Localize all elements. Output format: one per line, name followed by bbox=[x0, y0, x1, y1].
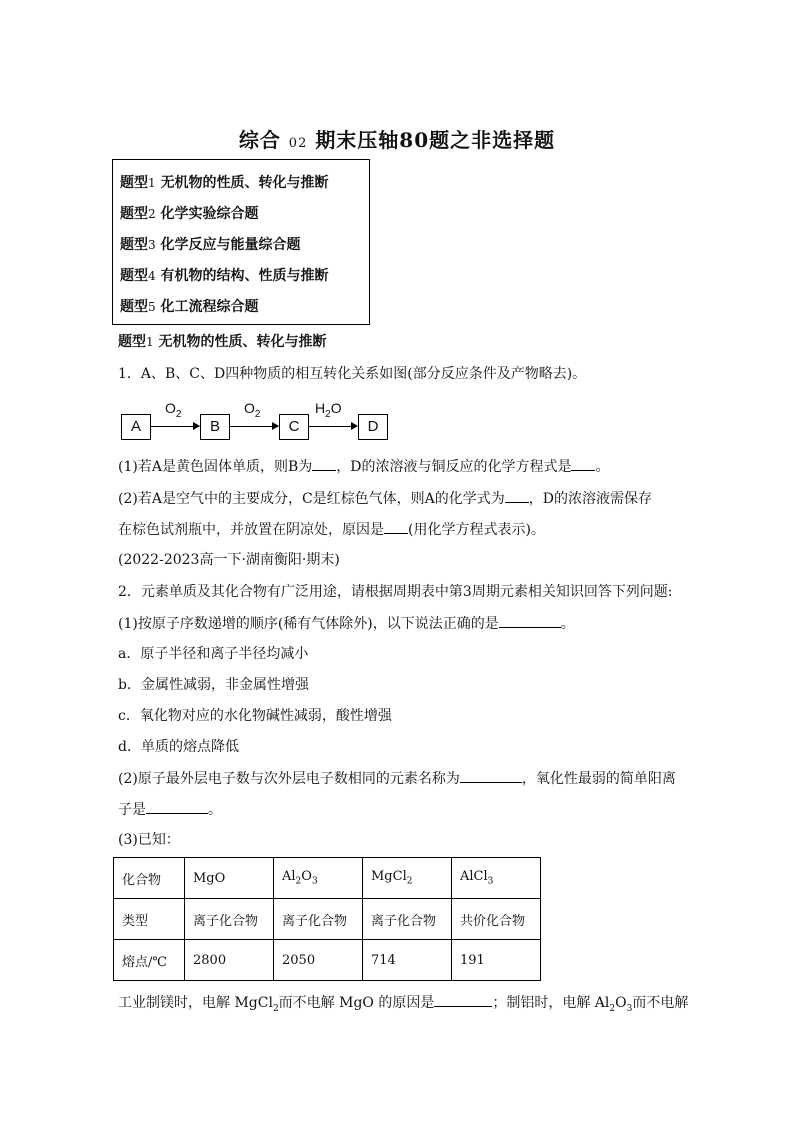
question-2-part-2: (2)原子最外层电子数与次外层电子数相同的元素名称为 ，氧化性最弱的简单阳离 bbox=[118, 768, 676, 789]
toc-item[interactable]: 题型4 有机物的结构、性质与推断 bbox=[120, 268, 329, 284]
answer-blank[interactable] bbox=[571, 456, 595, 471]
box-a: A bbox=[121, 414, 151, 440]
table-row: 类型 离子化合物 离子化合物 离子化合物 共价化合物 bbox=[114, 899, 541, 940]
answer-blank[interactable] bbox=[146, 799, 208, 814]
question-1-part-2: (2)若A是空气中的主要成分，C是红棕色气体，则A的化学式为 ，D的浓溶液需保存 bbox=[118, 488, 652, 509]
option-b[interactable]: b．金属性减弱，非金属性增强 bbox=[118, 677, 309, 693]
answer-blank[interactable] bbox=[384, 519, 408, 534]
section-heading: 题型1 无机物的性质、转化与推断 bbox=[118, 334, 327, 350]
question-2-part-1: (1)按原子序数递增的顺序(稀有气体除外)，以下说法正确的是 。 bbox=[118, 613, 575, 634]
answer-blank[interactable] bbox=[434, 992, 492, 1007]
toc-item[interactable]: 题型2 化学实验综合题 bbox=[120, 206, 259, 222]
reagent-3: $H_2O$ bbox=[315, 400, 342, 420]
arrow-1 bbox=[151, 426, 199, 427]
arrow-2 bbox=[230, 426, 278, 427]
table-row: 化合物 MgO $Al_2O_3$ MgCl$_2$ AlCl$_3$ bbox=[114, 858, 541, 899]
answer-blank[interactable] bbox=[312, 456, 336, 471]
box-d: D bbox=[358, 414, 388, 440]
answer-blank[interactable] bbox=[460, 768, 522, 783]
answer-blank[interactable] bbox=[499, 613, 561, 628]
table-row: 熔点/℃ 2800 2050 714 191 bbox=[114, 940, 541, 981]
toc-item[interactable]: 题型1 无机物的性质、转化与推断 bbox=[120, 175, 329, 191]
question-2-last-line: 工业制镁时，电解 MgCl$_2$而不电解 MgO 的原因是 ；制铝时，电解 $Al_2O_3$而不电解 bbox=[118, 992, 688, 1019]
toc-item[interactable]: 题型5 化工流程综合题 bbox=[120, 299, 259, 315]
question-source: (2022-2023高一下·湖南衡阳·期末) bbox=[118, 552, 340, 568]
option-a[interactable]: a．原子半径和离子半径均减小 bbox=[118, 646, 309, 662]
question-2-part-3: (3)已知： bbox=[118, 832, 180, 848]
question-1-part-1: (1)若A是黄色固体单质，则B为 ，D的浓溶液与铜反应的化学方程式是 。 bbox=[118, 456, 609, 477]
page-title: 综合 02 期末压轴80题之非选择题 bbox=[238, 128, 556, 152]
question-1-part-2-cont: 在棕色试剂瓶中，并放置在阴凉处，原因是 (用化学方程式表示)。 bbox=[118, 519, 545, 540]
arrow-3 bbox=[309, 426, 357, 427]
question-2-part-2-cont: 子是 。 bbox=[118, 799, 222, 820]
box-c: C bbox=[279, 414, 309, 440]
answer-blank[interactable] bbox=[505, 488, 529, 503]
toc-box bbox=[112, 159, 370, 325]
compound-table bbox=[113, 857, 541, 981]
toc-item[interactable]: 题型3 化学反应与能量综合题 bbox=[120, 237, 301, 253]
option-c[interactable]: c．氧化物对应的水化物碱性减弱，酸性增强 bbox=[118, 708, 392, 724]
question-1-stem: 1．A、B、C、D四种物质的相互转化关系如图(部分反应条件及产物略去)。 bbox=[118, 366, 587, 382]
option-d[interactable]: d．单质的熔点降低 bbox=[118, 739, 239, 755]
reagent-1: $O_2$ bbox=[165, 400, 182, 420]
reagent-2: $O_2$ bbox=[244, 400, 261, 420]
box-b: B bbox=[200, 414, 230, 440]
question-2-stem: 2．元素单质及其化合物有广泛用途，请根据周期表中第3周期元素相关知识回答下列问题: bbox=[118, 584, 673, 600]
conversion-diagram bbox=[118, 400, 418, 444]
